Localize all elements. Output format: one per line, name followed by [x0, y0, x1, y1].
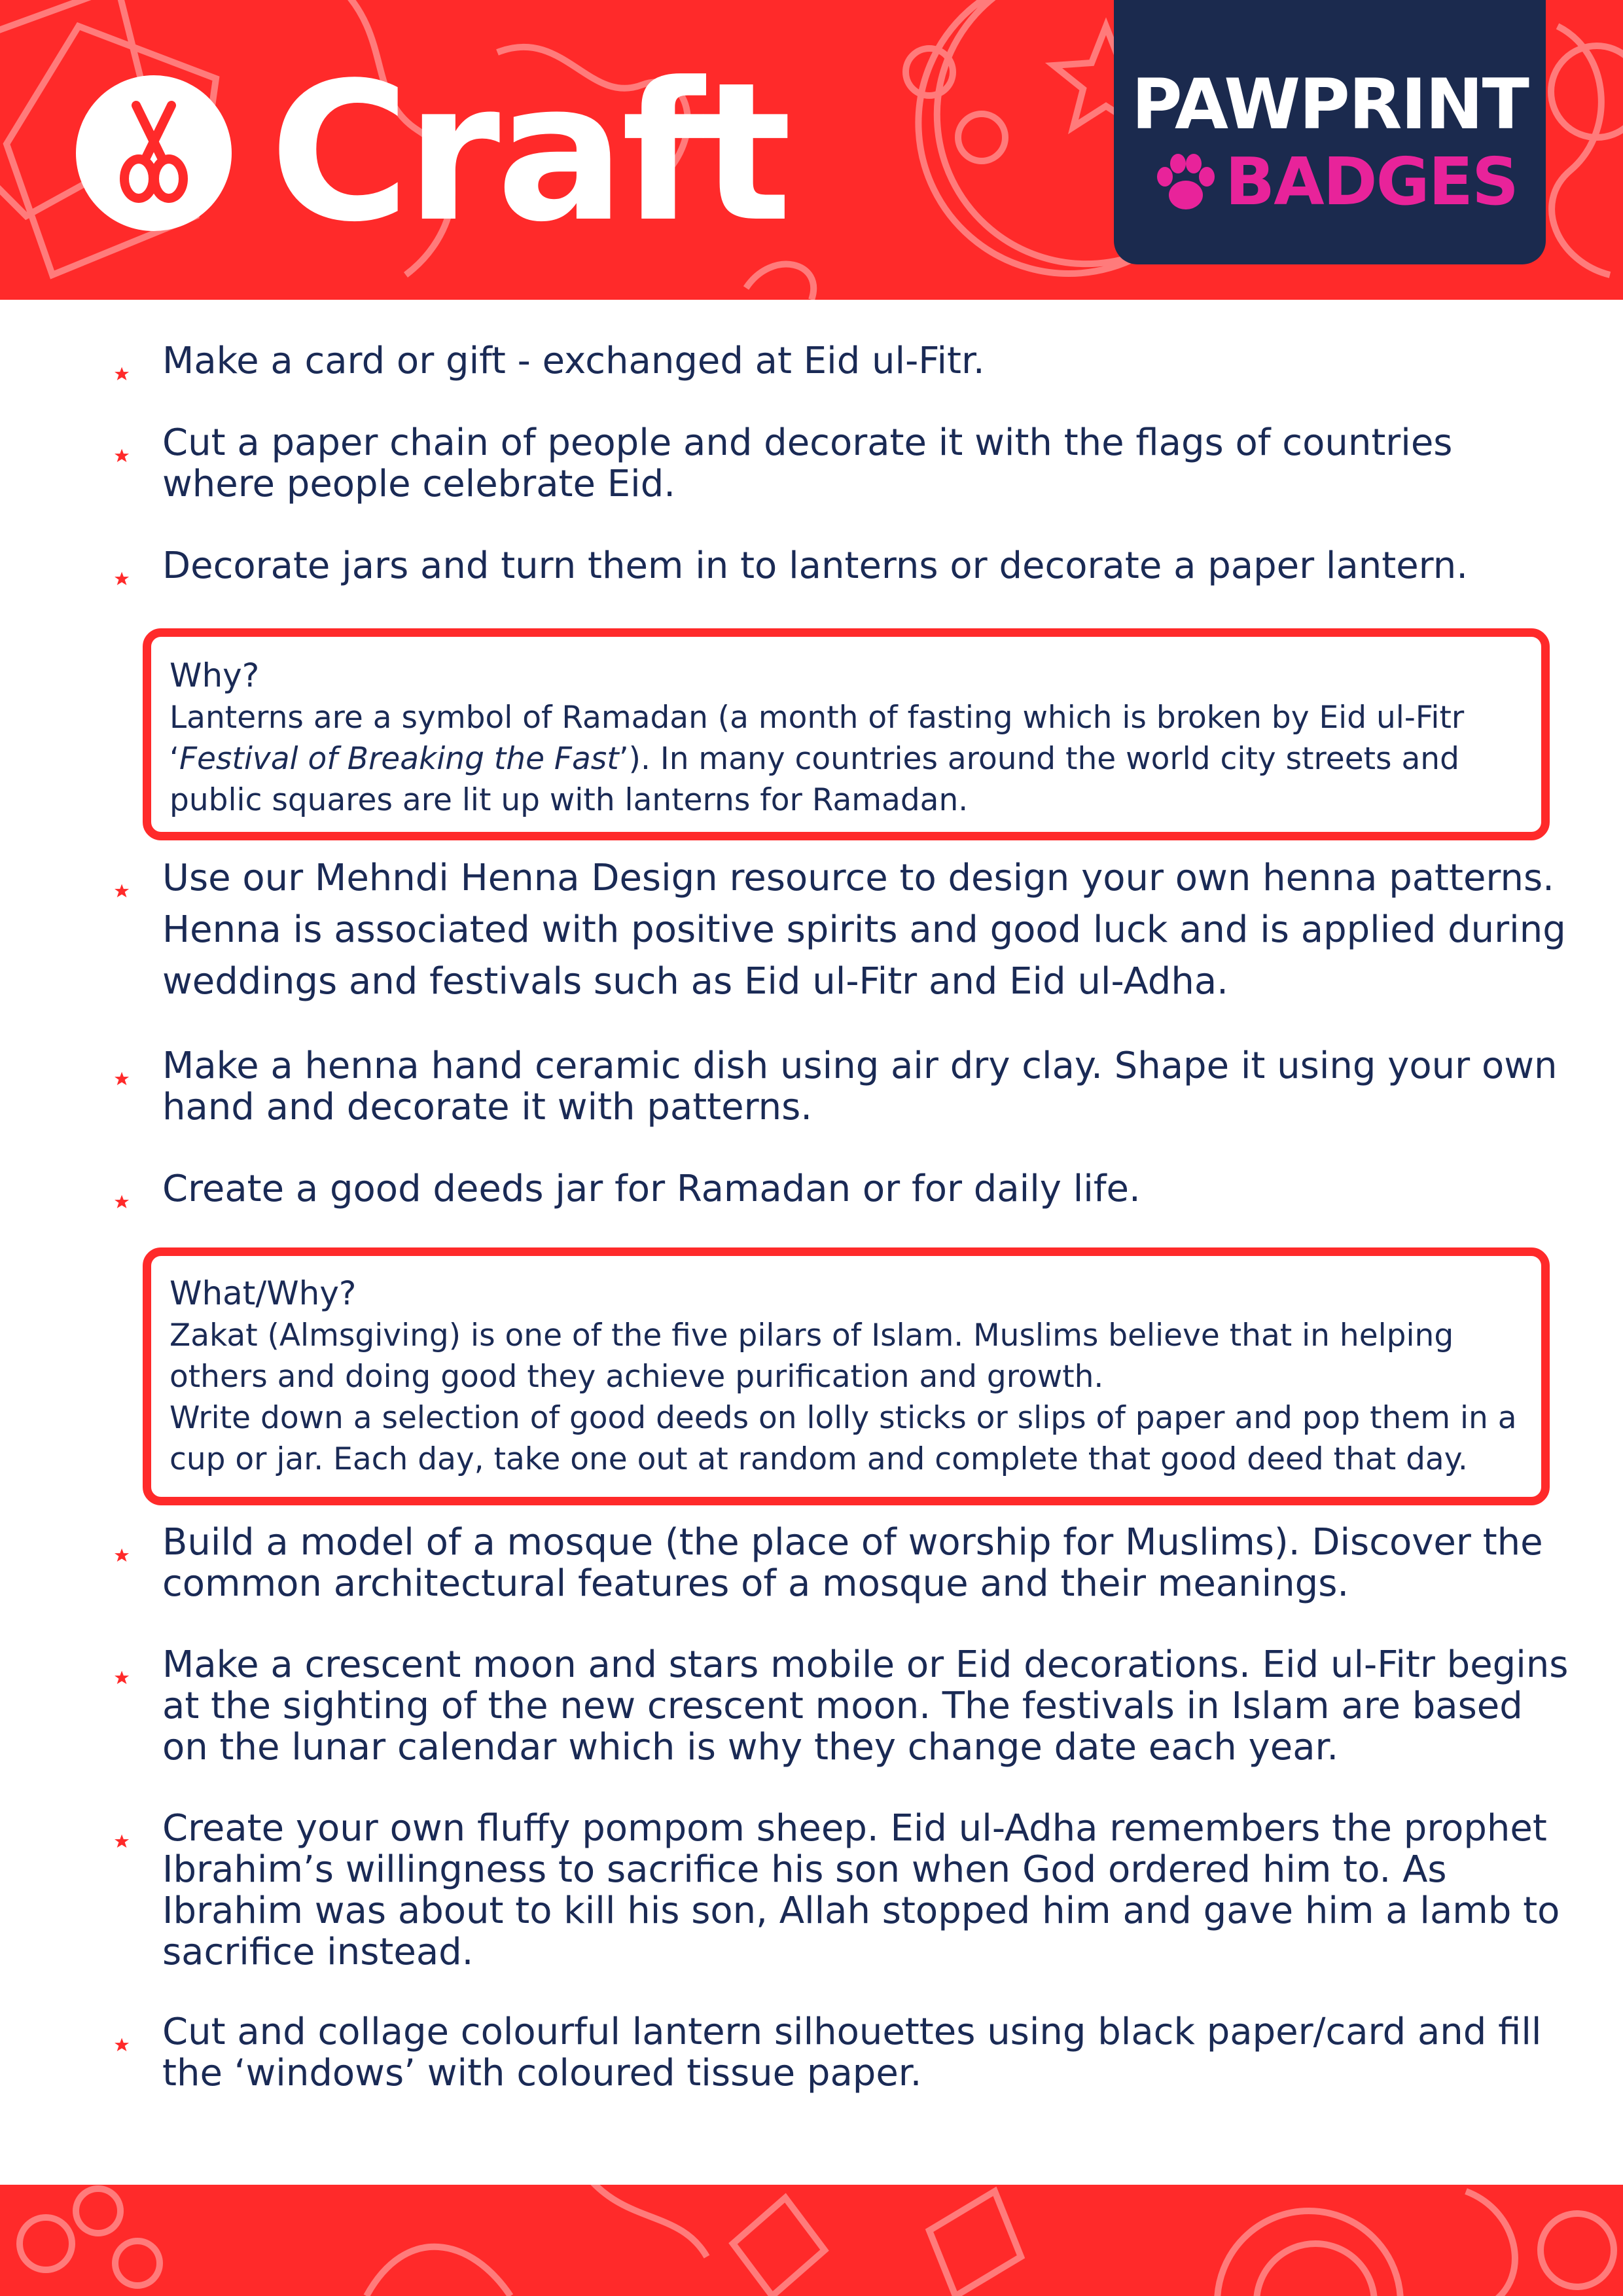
pawprint-badges-logo	[1114, 0, 1546, 264]
list-item-text: Cut and collage colourful lantern silhouettes using black paper/card and fill the ‘windows’ with coloured tissue paper.	[162, 2011, 1542, 2094]
footer-banner	[0, 2185, 1623, 2296]
crescent-star-icon	[77, 1647, 137, 1707]
list-item-text: Create a good deeds jar for Ramadan or for daily life.	[162, 1168, 1141, 1210]
why-info-box	[143, 628, 1550, 840]
crescent-star-icon	[77, 1524, 137, 1585]
why-box-text	[169, 697, 1531, 821]
crescent-star-icon	[77, 548, 137, 608]
what-why-info-box	[143, 1247, 1550, 1505]
what-why-paragraph-2: Write down a selection of good deeds on lolly sticks or slips of paper and pop them in a cup or jar. Each day, take one out at random and complete that good deed that day.	[169, 1400, 1517, 1477]
why-box-text-italic: Festival of Breaking the Fast	[179, 741, 619, 777]
list-item-text: Make a crescent moon and stars mobile or Eid decorations. Eid ul-Fitr begins at the sighting of the new crescent moon. The festivals in Islam are based on the lunar calendar which is why they change date each year.	[162, 1643, 1569, 1768]
crescent-star-icon	[77, 1171, 137, 1231]
scissors-icon	[76, 75, 232, 231]
what-why-paragraph-1: Zakat (Almsgiving) is one of the five pilars of Islam. Muslims believe that in helping others and doing good they achieve purification and growth.	[169, 1318, 1454, 1395]
list-item-text: Make a card or gift - exchanged at Eid ul-Fitr.	[162, 340, 985, 382]
list-item-text: Create your own fluffy pompom sheep. Eid ul-Adha remembers the prophet Ibrahim’s willingness to sacrifice his son when God ordered him to. As Ibrahim was about to kill his son, Allah stopped him and gave him a lamb to sacrifice instead.	[162, 1807, 1560, 1973]
paw-icon	[1153, 149, 1219, 215]
list-item-text: Cut a paper chain of people and decorate it with the flags of countries where people celebrate Eid.	[162, 422, 1453, 505]
list-item-text: Build a model of a mosque (the place of worship for Muslims). Discover the common architectural features of a mosque and their meanings.	[162, 1521, 1543, 1605]
crescent-star-icon	[77, 425, 137, 485]
what-why-box-text	[169, 1315, 1531, 1480]
logo-line-2: BADGES	[1225, 143, 1518, 220]
what-why-box-heading: What/Why?	[169, 1274, 357, 1312]
why-box-text-end: ’). In many countries around the world city streets and public squares are lit up with lanterns for Ramadan.	[169, 741, 1459, 818]
scissors-badge	[76, 75, 232, 231]
list-item-text: Decorate jars and turn them in to lanterns or decorate a paper lantern.	[162, 545, 1468, 587]
page-title: Craft	[270, 41, 788, 264]
why-box-text-start: Lanterns are a symbol of Ramadan (a month of fasting which is broken by Eid ul-Fitr ‘	[169, 700, 1465, 777]
crescent-star-icon	[77, 1810, 137, 1871]
footer-pattern-decoration	[0, 2185, 1623, 2296]
crescent-star-icon	[77, 343, 137, 403]
list-item-text: Make a henna hand ceramic dish using air dry clay. Shape it using your own hand and decorate it with patterns.	[162, 1045, 1558, 1128]
crescent-star-icon	[77, 860, 137, 920]
crescent-star-icon	[77, 2014, 137, 2074]
crescent-star-icon	[77, 1048, 137, 1108]
why-box-heading: Why?	[169, 656, 260, 694]
logo-line-2-row	[1153, 143, 1546, 221]
logo-line-1: PAWPRINT	[1132, 64, 1528, 145]
header-banner	[0, 0, 1623, 300]
list-item-text: Use our Mehndi Henna Design resource to design your own henna patterns. Henna is associated with positive spirits and good luck and is applied during weddings and festivals such as Eid ul-Fitr and Eid ul-Adha.	[162, 857, 1566, 1003]
